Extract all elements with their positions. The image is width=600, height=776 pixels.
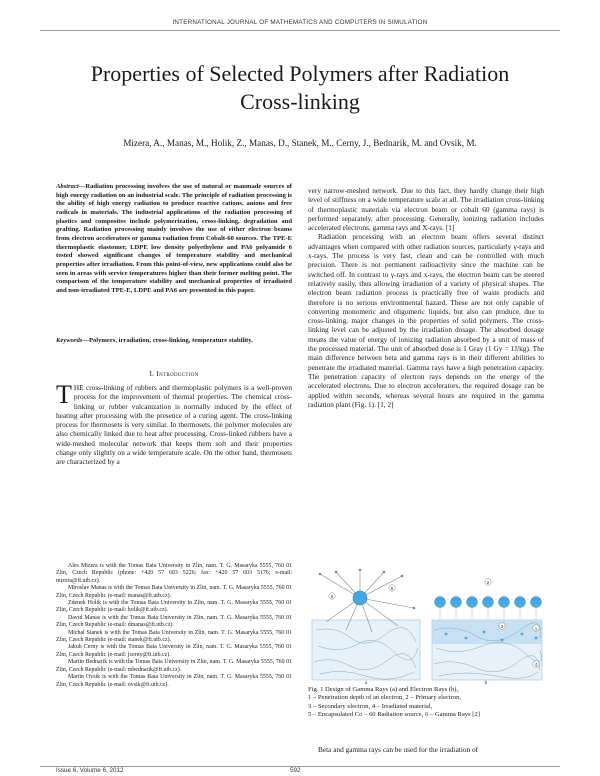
- marker-1-label: 1: [534, 626, 538, 631]
- keywords-paragraph: [56, 337, 292, 346]
- keywords-block: [56, 337, 292, 346]
- abstract-label: Abstract: [56, 183, 79, 190]
- header-divider: [40, 30, 560, 31]
- section-heading-introduction: [56, 369, 292, 378]
- panel-b-label: b: [484, 681, 488, 686]
- paper-title: [40, 60, 560, 116]
- footnote-item: Miroslav Manas is with the Tomas Bata University in Zlin, nam. T. G. Masaryka 5555, 760 01 Zlin, Czech Republic (e-mail: manas@ft.utb.cz).: [56, 585, 292, 599]
- section-title: Introduction: [156, 369, 199, 378]
- right-column-body: [308, 186, 544, 409]
- introduction-block: [56, 380, 292, 467]
- footnote-item: David Manas is with the Tomas Bata University in Zlin, nam. T. G. Masaryka 5555, 760 01 Zlin, Czech Republic (e-mail: dmanas@ft.utb.cz).: [56, 614, 292, 629]
- caption-line: 5 – Encapsulated Co – 60 Radiation source, 6 – Gamma Rays [2]: [308, 711, 480, 719]
- footnote-item: Jakub Cerny is with the Tomas Bata University in Zlin, nam. T. G. Masaryka 5555, 760 01 Zlin, Czech Republic (e-mail: jcerny@ft.utb.cz).: [56, 644, 292, 658]
- introduction-paragraph: [56, 380, 292, 467]
- figure-1-illustration: [306, 568, 546, 686]
- body-paragraph: Radiation processing with an electron beam offers several distinct advantages when compared with other radiation sources, particularly γ-rays and x-rays. The process is very fast, clean and can be controlled with much precision. There is not permanent radioactivity since the machine can be switched off. In contrast to γ-rays and x-rays, the electron beam can be steered relatively easily, thus allowing irradiation of a variety of physical shapes. The electron beam radiation process is practically free of waste products and therefore is no serious environmental hazard. These are not only capable of converting monomeric and oligomeric liquids, but also can produce, due to cross-linking, major changes in the properties of solid polymers. The cross-linking level can be adjusted by the irradiation dosage. The absorbed dosage means the value of energy of ionizing radiation absorbed by a unit of mass of the processed material. The unit of absorbed dose is 1 Gray (1 Gy = 1J/kg). The main difference between beta and gamma rays is in their different abilities to penetrate the irradiated material. Gamma rays have a high penetration capacity. The penetration capacity of electron rays depends on the energy of the accelerated electrons. Due to electron accelerators, the required dosage can be applied within seconds, whereas several hours are required in the gamma radiation plant (Fig. 1). [1, 2]: [308, 232, 544, 409]
- marker-2-label: 2: [486, 580, 490, 585]
- journal-header: INTERNATIONAL JOURNAL OF MATHEMATICS AND COMPUTERS IN SIMULATION: [172, 19, 428, 26]
- abstract-text: —Radiation processing involves the use of natural or manmade sources of high energy radiation on an industrial scale. The principle of radiation processing is the ability of high energy radiation to produce reactive cations, anions and free radicals in materials. The industrial applications of the radiation processing of plastics and composites include polymerization, cross-linking, degradation and grafting. Radiation processing mainly involves the use of either electron beams from electron accelerators or gamma radiation from Cobalt-60 sources. The TPE-E thermoplastic elastomer, LDPE low density polyethylene and PA6 polyamide 6 tested showed significant changes of temperature stability and mechanical properties after irradiation. From this point-of-view, new applications could also be seen in areas with service temperatures higher than their former melting point. The comparison of the temperature stability and mechanical properties of irradiated and non-irradiated TPE-E, LDPE and PA6 are presented in this paper.: [56, 183, 292, 294]
- figure-1-caption: [308, 686, 544, 720]
- title-line-1: Properties of Selected Polymers after Radiation: [90, 61, 510, 86]
- marker-5-label: 5: [330, 594, 334, 599]
- page-number: 592: [290, 767, 301, 774]
- footnote-item: Michal Stanek is with the Tomas Bata University in Zlin, nam. T. G. Masaryka 5555, 760 01 Zlin, Czech Republic (e-mail: stanek@ft.utb.cz).: [56, 629, 292, 644]
- footnote-item: Martin Ovsik is with the Tomas Bata University in Zlin, nam. T. G. Masaryka 5555, 760 01 Zlin, Czech Republic (e-mail: ovsik@ft.utb.cz).: [56, 674, 292, 688]
- marker-3-label: 3: [500, 624, 504, 629]
- author-list: Mizera, A., Manas, M., Holik, Z., Manas, D., Stanek, M., Cerny, J., Bednarik, M. and Ovsik, M.: [123, 138, 477, 148]
- cobalt-60-source: [353, 591, 367, 605]
- section-number: I.: [149, 369, 155, 378]
- footnote-item: Zdenek Holik is with the Tomas Bata University in Zlin, nam. T. G. Masaryka 5555, 760 01 Zlin, Czech Republic (e-mail: holik@ft.utb.cz).: [56, 600, 292, 614]
- footnote-item: Ales Mizera is with the Tomas Bata University in Zlin, nam. T. G. Masaryka 5555, 760 01 Zlin, Czech Republic (phone: +420 57 603 5226; fax: +420 57 603 5176; e-mail: mizera@ft.utb.cz).: [56, 563, 292, 584]
- panel-a-label: a: [364, 681, 368, 686]
- caption-line: 3 – Secondary electron, 4 – Irradiated material,: [308, 702, 433, 710]
- caption-line: 1 – Penetration depth of an electron, 2 – Primary electron,: [308, 694, 462, 702]
- keywords-text: —Polymers, irradiation, cross-linking, temperature stability.: [82, 337, 253, 344]
- body-paragraph: very narrow-meshed network. Due to this fact, they hardly change their high level of stiffness on a wide temperature scale at all. The irradiation cross-linking of thermoplastic materials via electron beam or cobalt 60 (gamma rays) is performed separately, after processing. Generally, ionizing radiation includes accelerated electrons, gamma rays and X-rays. [1]: [308, 186, 544, 233]
- drop-cap: T: [56, 380, 72, 409]
- introduction-text: HE cross-linking of rubbers and thermoplastic polymers is a well-proven process for the improvement of thermal properties. The chemical cross-linking or rubber vulcanization is normally induced by the effect of heating after processing with the presence of a curing agent. The cross-linking process for thermosets is very similar. In thermosets, the polymer molecules are also chemically linked due to heat after processing. Cross-linked rubbers have a wide-meshed molecular network that keeps them soft and their properties change only slightly on a wide temperature scale. On the other hand, thermosets are characterized by a: [56, 383, 292, 467]
- abstract-paragraph: [56, 183, 292, 296]
- marker-4-label: 4: [534, 662, 538, 667]
- keywords-label: Keywords: [56, 337, 83, 344]
- author-footnotes: [56, 563, 292, 689]
- title-line-2: Cross-linking: [240, 89, 360, 114]
- caption-line: Fig. 1 Design of Gamma Rays (a) and Electron Rays (b),: [308, 686, 459, 693]
- footer-issue: Issue 6, Volume 6, 2012: [56, 767, 124, 774]
- body-paragraph-continuation: Beta and gamma rays can be used for the irradiation of: [318, 745, 479, 754]
- marker-6-label: 6: [390, 586, 394, 591]
- footnote-item: Martin Bednarik is with the Tomas Bata University in Zlin, nam. T. G. Masaryka 5555, 760 01 Zlin, Czech Republic (e-mail: mbednarik@ft.utb.cz).: [56, 659, 292, 673]
- abstract-block: [56, 183, 292, 296]
